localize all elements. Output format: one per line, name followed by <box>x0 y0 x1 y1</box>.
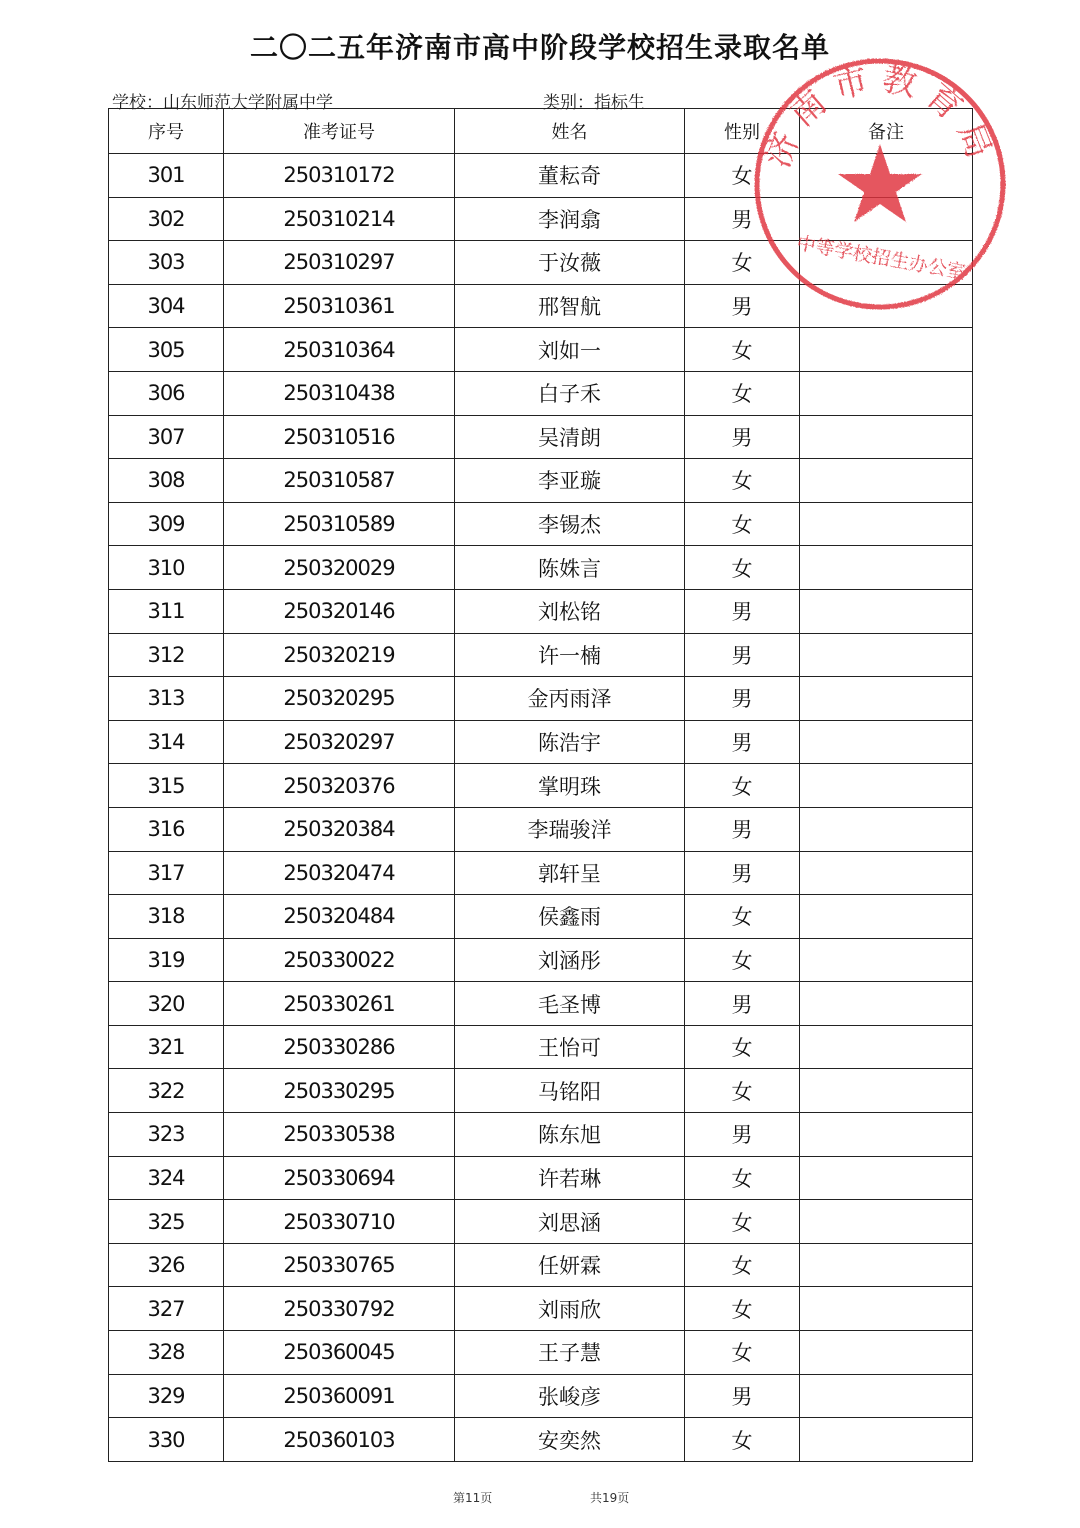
table-row <box>109 1113 973 1157</box>
cell-name: 毛圣博 <box>455 982 685 1026</box>
cell-exam-number: 250310516 <box>224 415 455 459</box>
cell-name: 许若琳 <box>455 1156 685 1200</box>
cell-name: 陈浩宇 <box>455 720 685 764</box>
cell-remark <box>800 677 973 721</box>
table-row <box>109 982 973 1026</box>
cell-remark <box>800 1200 973 1244</box>
header-serial: 序号 <box>109 109 224 154</box>
cell-exam-number: 250330286 <box>224 1025 455 1069</box>
cell-gender: 男 <box>685 807 800 851</box>
cell-serial: 325 <box>109 1200 224 1244</box>
cell-gender: 女 <box>685 1331 800 1375</box>
cell-remark <box>800 284 973 328</box>
document-title: 二〇二五年济南市高中阶段学校招生录取名单 <box>249 31 830 64</box>
cell-exam-number: 250330295 <box>224 1069 455 1113</box>
cell-exam-number: 250310438 <box>224 371 455 415</box>
cell-gender: 女 <box>685 241 800 285</box>
cell-exam-number: 250310361 <box>224 284 455 328</box>
table-header-row <box>109 109 973 154</box>
cell-name: 李润翕 <box>455 197 685 241</box>
cell-gender: 女 <box>685 1287 800 1331</box>
cell-remark <box>800 197 973 241</box>
cell-exam-number: 250320484 <box>224 895 455 939</box>
cell-exam-number: 250330765 <box>224 1243 455 1287</box>
cell-exam-number: 250320297 <box>224 720 455 764</box>
cell-gender: 女 <box>685 1025 800 1069</box>
cell-serial: 304 <box>109 284 224 328</box>
table-row <box>109 1200 973 1244</box>
table-row <box>109 328 973 372</box>
table-row <box>109 1069 973 1113</box>
cell-remark <box>800 633 973 677</box>
cell-gender: 男 <box>685 1374 800 1418</box>
cell-serial: 312 <box>109 633 224 677</box>
cell-serial: 328 <box>109 1331 224 1375</box>
cell-serial: 322 <box>109 1069 224 1113</box>
cell-remark <box>800 459 973 503</box>
cell-exam-number: 250320029 <box>224 546 455 590</box>
cell-remark <box>800 807 973 851</box>
seal-arc-text: 济南市教育局 <box>757 58 1003 174</box>
cell-serial: 310 <box>109 546 224 590</box>
cell-serial: 323 <box>109 1113 224 1157</box>
table-row <box>109 415 973 459</box>
table-row <box>109 197 973 241</box>
table-row <box>109 1287 973 1331</box>
table-row <box>109 807 973 851</box>
cell-name: 任妍霖 <box>455 1243 685 1287</box>
table-row <box>109 502 973 546</box>
cell-remark <box>800 1113 973 1157</box>
table-row <box>109 1374 973 1418</box>
cell-exam-number: 250310587 <box>224 459 455 503</box>
cell-exam-number: 250320384 <box>224 807 455 851</box>
category-label: 类别：指标生 <box>543 93 645 113</box>
cell-exam-number: 250330538 <box>224 1113 455 1157</box>
cell-serial: 315 <box>109 764 224 808</box>
cell-gender: 男 <box>685 982 800 1026</box>
cell-gender: 女 <box>685 1069 800 1113</box>
cell-serial: 308 <box>109 459 224 503</box>
cell-name: 王子慧 <box>455 1331 685 1375</box>
cell-exam-number: 250360045 <box>224 1331 455 1375</box>
table-row <box>109 284 973 328</box>
cell-gender: 男 <box>685 1113 800 1157</box>
cell-gender: 女 <box>685 371 800 415</box>
cell-gender: 男 <box>685 589 800 633</box>
header-gender: 性别 <box>685 109 800 154</box>
cell-serial: 317 <box>109 851 224 895</box>
cell-name: 陈东旭 <box>455 1113 685 1157</box>
cell-name: 邢智航 <box>455 284 685 328</box>
header-remark: 备注 <box>800 109 973 154</box>
cell-serial: 306 <box>109 371 224 415</box>
cell-remark <box>800 720 973 764</box>
cell-remark <box>800 982 973 1026</box>
cell-gender: 女 <box>685 1200 800 1244</box>
cell-serial: 327 <box>109 1287 224 1331</box>
cell-gender: 女 <box>685 328 800 372</box>
cell-remark <box>800 589 973 633</box>
cell-remark <box>800 938 973 982</box>
cell-serial: 309 <box>109 502 224 546</box>
cell-name: 郭轩呈 <box>455 851 685 895</box>
cell-exam-number: 250360091 <box>224 1374 455 1418</box>
table-row <box>109 459 973 503</box>
cell-remark <box>800 415 973 459</box>
table-row <box>109 546 973 590</box>
school-label: 学校：山东师范大学附属中学 <box>112 93 333 113</box>
cell-gender: 女 <box>685 546 800 590</box>
table-row <box>109 895 973 939</box>
cell-remark <box>800 241 973 285</box>
cell-remark <box>800 1243 973 1287</box>
table-row <box>109 371 973 415</box>
cell-name: 陈姝言 <box>455 546 685 590</box>
footer-total-pages: 共19页 <box>590 1491 630 1505</box>
cell-exam-number: 250330710 <box>224 1200 455 1244</box>
cell-gender: 女 <box>685 1418 800 1462</box>
cell-serial: 313 <box>109 677 224 721</box>
cell-name: 刘松铭 <box>455 589 685 633</box>
cell-name: 马铭阳 <box>455 1069 685 1113</box>
seal-bottom-text: 中等学校招生办公室 <box>794 232 968 284</box>
header-name: 姓名 <box>455 109 685 154</box>
cell-serial: 311 <box>109 589 224 633</box>
table-row <box>109 851 973 895</box>
cell-remark <box>800 502 973 546</box>
cell-exam-number: 250310589 <box>224 502 455 546</box>
cell-name: 安奕然 <box>455 1418 685 1462</box>
cell-gender: 女 <box>685 895 800 939</box>
admission-table <box>108 108 973 1462</box>
cell-exam-number: 250320219 <box>224 633 455 677</box>
cell-exam-number: 250330022 <box>224 938 455 982</box>
cell-gender: 女 <box>685 502 800 546</box>
cell-remark <box>800 1374 973 1418</box>
cell-exam-number: 250330261 <box>224 982 455 1026</box>
cell-exam-number: 250360103 <box>224 1418 455 1462</box>
cell-serial: 305 <box>109 328 224 372</box>
cell-exam-number: 250320376 <box>224 764 455 808</box>
table-row <box>109 1025 973 1069</box>
cell-gender: 女 <box>685 459 800 503</box>
cell-remark <box>800 1156 973 1200</box>
cell-exam-number: 250310364 <box>224 328 455 372</box>
cell-remark <box>800 1025 973 1069</box>
cell-serial: 329 <box>109 1374 224 1418</box>
cell-remark <box>800 154 973 198</box>
cell-name: 金丙雨泽 <box>455 677 685 721</box>
table-row <box>109 720 973 764</box>
table-row <box>109 938 973 982</box>
cell-serial: 302 <box>109 197 224 241</box>
cell-gender: 男 <box>685 197 800 241</box>
cell-serial: 314 <box>109 720 224 764</box>
cell-name: 刘雨欣 <box>455 1287 685 1331</box>
cell-name: 白子禾 <box>455 371 685 415</box>
cell-gender: 男 <box>685 720 800 764</box>
cell-exam-number: 250320295 <box>224 677 455 721</box>
cell-serial: 319 <box>109 938 224 982</box>
cell-name: 刘涵彤 <box>455 938 685 982</box>
cell-serial: 301 <box>109 154 224 198</box>
cell-gender: 男 <box>685 415 800 459</box>
cell-gender: 女 <box>685 1243 800 1287</box>
cell-name: 刘如一 <box>455 328 685 372</box>
table-body <box>109 154 973 1462</box>
cell-name: 吴清朗 <box>455 415 685 459</box>
cell-remark <box>800 371 973 415</box>
cell-serial: 330 <box>109 1418 224 1462</box>
cell-serial: 324 <box>109 1156 224 1200</box>
cell-remark <box>800 1418 973 1462</box>
table-row <box>109 154 973 198</box>
cell-serial: 326 <box>109 1243 224 1287</box>
cell-name: 李亚璇 <box>455 459 685 503</box>
cell-name: 侯鑫雨 <box>455 895 685 939</box>
cell-gender: 女 <box>685 154 800 198</box>
table-row <box>109 1418 973 1462</box>
cell-gender: 男 <box>685 284 800 328</box>
cell-name: 掌明珠 <box>455 764 685 808</box>
cell-name: 许一楠 <box>455 633 685 677</box>
cell-exam-number: 250330792 <box>224 1287 455 1331</box>
cell-remark <box>800 1331 973 1375</box>
cell-remark <box>800 895 973 939</box>
cell-exam-number: 250320146 <box>224 589 455 633</box>
cell-serial: 318 <box>109 895 224 939</box>
cell-exam-number: 250310297 <box>224 241 455 285</box>
cell-remark <box>800 764 973 808</box>
cell-gender: 女 <box>685 764 800 808</box>
cell-gender: 女 <box>685 938 800 982</box>
cell-gender: 男 <box>685 677 800 721</box>
cell-exam-number: 250310172 <box>224 154 455 198</box>
footer-page-number: 第11页 <box>453 1491 493 1505</box>
table-row <box>109 589 973 633</box>
cell-name: 刘思涵 <box>455 1200 685 1244</box>
cell-gender: 男 <box>685 851 800 895</box>
cell-exam-number: 250310214 <box>224 197 455 241</box>
cell-serial: 321 <box>109 1025 224 1069</box>
cell-name: 于汝薇 <box>455 241 685 285</box>
cell-exam-number: 250330694 <box>224 1156 455 1200</box>
cell-name: 李瑞骏洋 <box>455 807 685 851</box>
cell-name: 张峻彦 <box>455 1374 685 1418</box>
table-row <box>109 764 973 808</box>
cell-name: 李锡杰 <box>455 502 685 546</box>
table-row <box>109 1331 973 1375</box>
cell-name: 董耘奇 <box>455 154 685 198</box>
cell-remark <box>800 1287 973 1331</box>
table-row <box>109 1243 973 1287</box>
cell-exam-number: 250320474 <box>224 851 455 895</box>
table-row <box>109 1156 973 1200</box>
cell-serial: 307 <box>109 415 224 459</box>
cell-gender: 女 <box>685 1156 800 1200</box>
cell-remark <box>800 328 973 372</box>
cell-remark <box>800 851 973 895</box>
table-row <box>109 633 973 677</box>
cell-serial: 320 <box>109 982 224 1026</box>
cell-serial: 303 <box>109 241 224 285</box>
cell-remark <box>800 546 973 590</box>
table-row <box>109 677 973 721</box>
cell-gender: 男 <box>685 633 800 677</box>
cell-serial: 316 <box>109 807 224 851</box>
table-row <box>109 241 973 285</box>
cell-remark <box>800 1069 973 1113</box>
cell-name: 王怡可 <box>455 1025 685 1069</box>
header-exam-number: 准考证号 <box>224 109 455 154</box>
